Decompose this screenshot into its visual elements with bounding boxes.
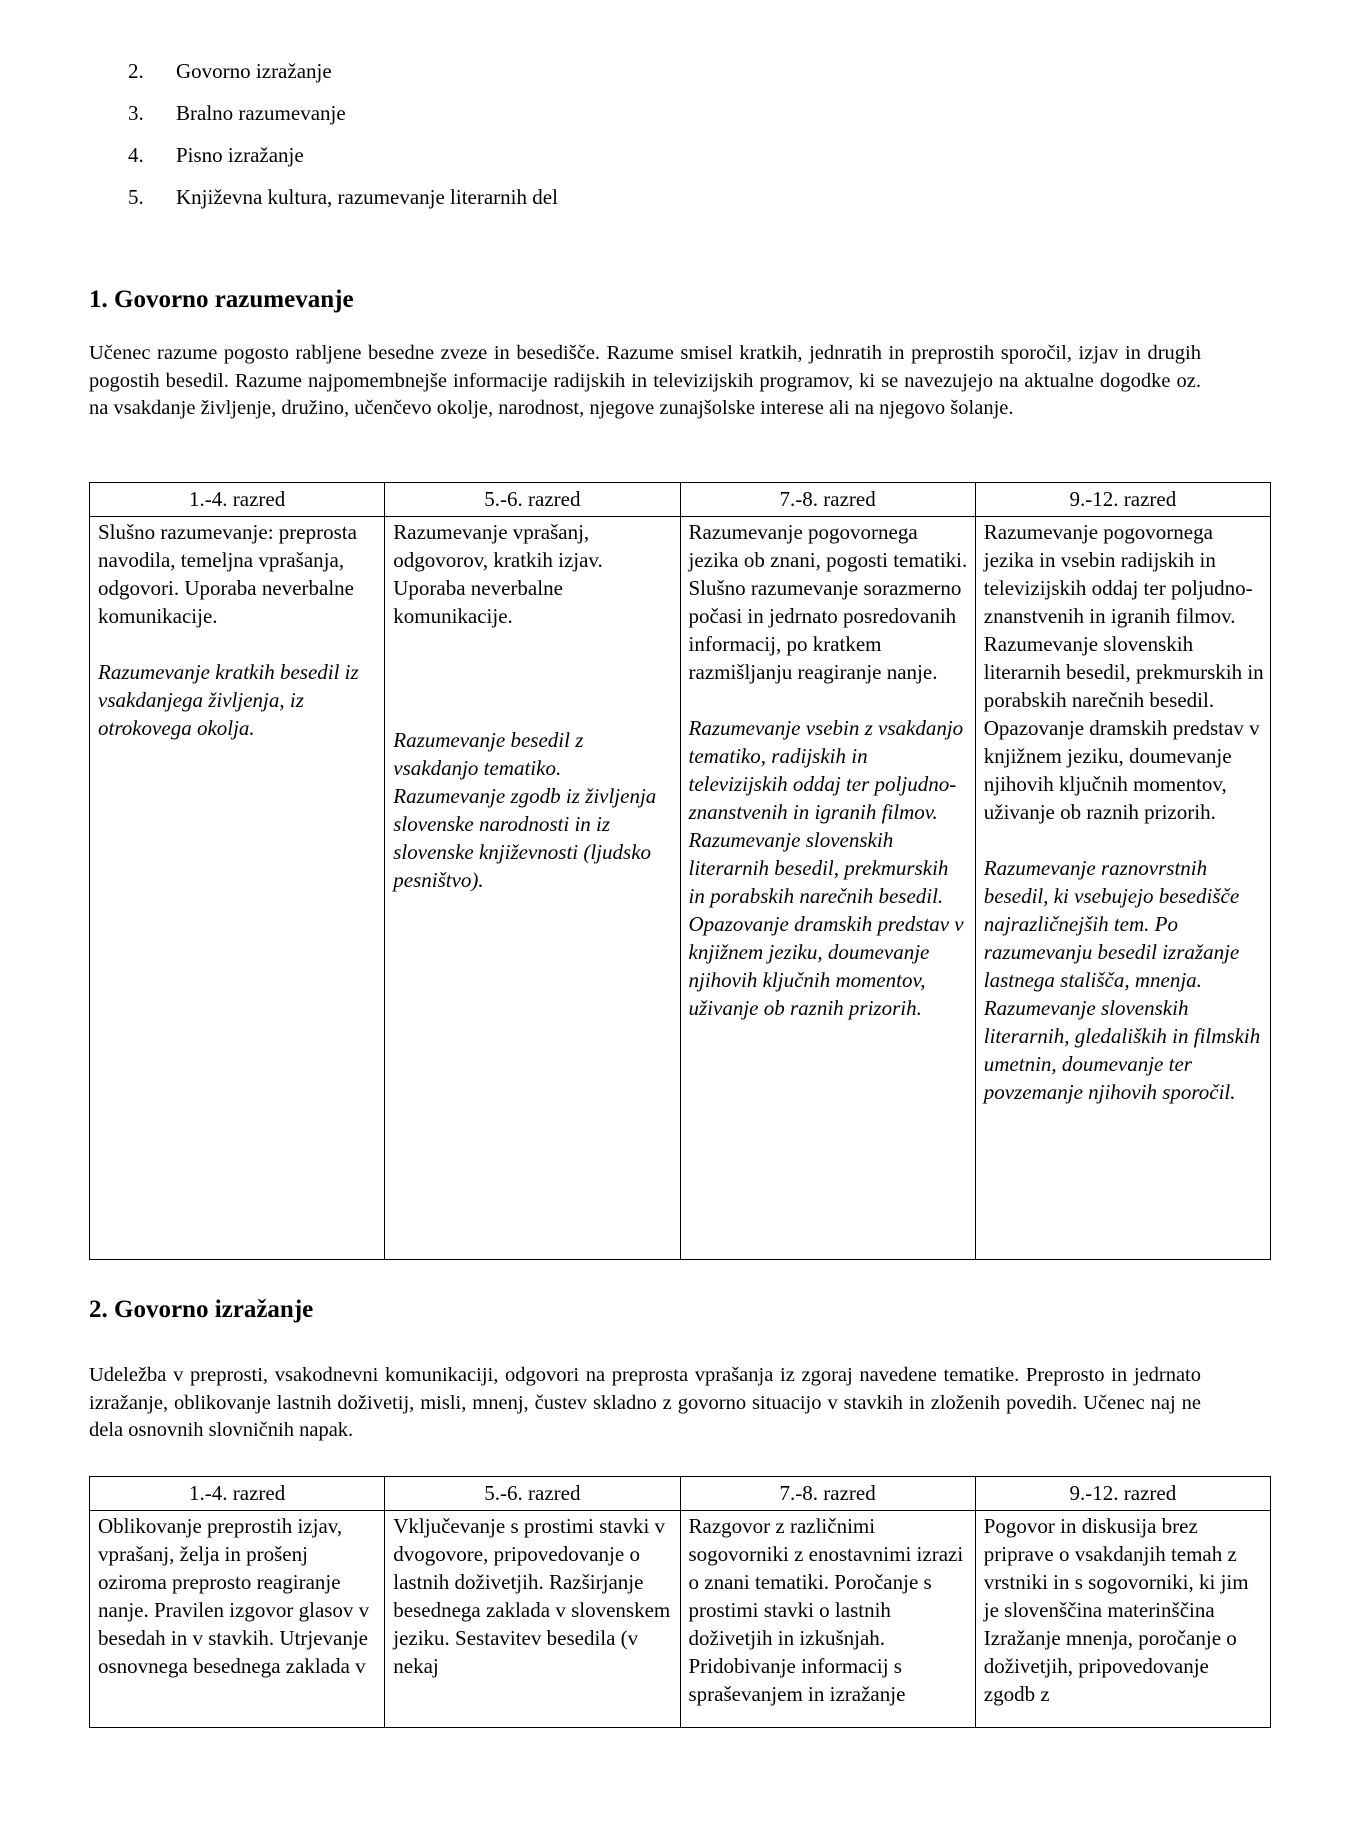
section-heading-govorno-razumevanje: 1. Govorno razumevanje <box>89 286 354 313</box>
column-header: 1.-4. razred <box>90 483 385 517</box>
outline-list <box>128 50 558 218</box>
section-paragraph: Udeležba v preprosti, vsakodnevni komunikaciji, odgovori na preprosta vprašanja iz zgoraj navedene tematike. Preprosto in jedrnato izražanje, oblikovanje lastnih doživetij, misli, mnenj, čustev skladno z govorno situacijo v stavkih in zloženih povedih. Učenec naj ne dela osnovnih slovničnih napak. <box>89 1364 1201 1441</box>
table-header-row <box>90 1477 1271 1511</box>
table-cell: Razgovor z različnimi sogovorniki z enostavnimi izrazi o znani tematiki. Poročanje s prostimi stavki o lastnih doživetjih in izkušnjah. Pridobivanje informacij s spraševanjem in izražanje <box>680 1511 975 1728</box>
list-item: 2. Govorno izražanje <box>128 59 332 83</box>
column-header: 9.-12. razred <box>975 483 1270 517</box>
list-item: 5. Književna kultura, razumevanje literarnih del <box>128 185 558 209</box>
column-header: 1.-4. razred <box>90 1477 385 1511</box>
column-header: 5.-6. razred <box>385 1477 680 1511</box>
table-cell: Slušno razumevanje: preprosta navodila, temeljna vprašanja, odgovori. Uporaba neverbalne komunikacije. Razumevanje kratkih besedil iz vsakdanjega življenja, iz otrokovega okolja. <box>90 517 385 1260</box>
table-cell: Oblikovanje preprostih izjav, vprašanj, želja in prošenj oziroma preprosto reagiranje nanje. Pravilen izgovor glasov v besedah in v stavkih. Utrjevanje osnovnega besednega zaklada v <box>90 1511 385 1728</box>
table-cell: Razumevanje pogovornega jezika in vsebin radijskih in televizijskih oddaj ter poljudno-znanstvenih in igranih filmov. Razumevanje slovenskih literarnih besedil, prekmurskih in porabskih narečnih besedil. Opazovanje dramskih predstav v knjižnem jeziku, doumevanje njihovih ključnih momentov, uživanje ob raznih prizorih. Razumevanje raznovrstnih besedil, ki vsebujejo besedišče najrazličnejših tem. Po razumevanju besedil izražanje lastnega stališča, mnenja. Razumevanje slovenskih literarnih, gledaliških in filmskih umetnin, doumevanje ter povzemanje njihovih sporočil. <box>975 517 1270 1260</box>
table-cell: Razumevanje vprašanj, odgovorov, kratkih izjav. Uporaba neverbalne komunikacije. Razumevanje besedil z vsakdanjo tematiko. Razumevanje zgodb iz življenja slovenske narodnosti in iz slovenske književnosti (ljudsko pesništvo). <box>385 517 680 1260</box>
section-paragraph: Učenec razume pogosto rabljene besedne zveze in besedišče. Razume smisel kratkih, jednratih in preprostih sporočil, izjav in drugih pogostih besedil. Razume najpomembnejše informacije radijskih in televizijskih programov, ki se navezujejo na aktualne dogodke oz. na vsakdanje življenje, družino, učenčevo okolje, narodnost, njegove zunajšolske interese ali na njegovo šolanje. <box>89 342 1201 419</box>
grade-table-izrazanje <box>89 1476 1271 1728</box>
grade-table-razumevanje <box>89 482 1271 1260</box>
list-item: 4. Pisno izražanje <box>128 143 304 167</box>
column-header: 7.-8. razred <box>680 483 975 517</box>
column-header: 9.-12. razred <box>975 1477 1270 1511</box>
section-heading-govorno-izrazanje: 2. Govorno izražanje <box>89 1296 314 1323</box>
table-row <box>90 1511 1271 1728</box>
column-header: 7.-8. razred <box>680 1477 975 1511</box>
table-row <box>90 517 1271 1260</box>
table-cell: Pogovor in diskusija brez priprave o vsakdanjih temah z vrstniki in s sogovorniki, ki jim je slovenščina materinščina Izražanje mnenja, poročanje o doživetjih, pripovedovanje zgodb z <box>975 1511 1270 1728</box>
column-header: 5.-6. razred <box>385 483 680 517</box>
table-header-row <box>90 483 1271 517</box>
list-item: 3. Bralno razumevanje <box>128 101 346 125</box>
table-cell: Razumevanje pogovornega jezika ob znani, pogosti tematiki. Slušno razumevanje sorazmerno počasi in jedrnato posredovanih informacij, po kratkem razmišljanju reagiranje nanje. Razumevanje vsebin z vsakdanjo tematiko, radijskih in televizijskih oddaj ter poljudno-znanstvenih in igranih filmov. Razumevanje slovenskih literarnih besedil, prekmurskih in porabskih narečnih besedil. Opazovanje dramskih predstav v knjižnem jeziku, doumevanje njihovih ključnih momentov, uživanje ob raznih prizorih. <box>680 517 975 1260</box>
table-cell: Vključevanje s prostimi stavki v dvogovore, pripovedovanje o lastnih doživetjih. Razširjanje besednega zaklada v slovenskem jeziku. Sestavitev besedila (v nekaj <box>385 1511 680 1728</box>
